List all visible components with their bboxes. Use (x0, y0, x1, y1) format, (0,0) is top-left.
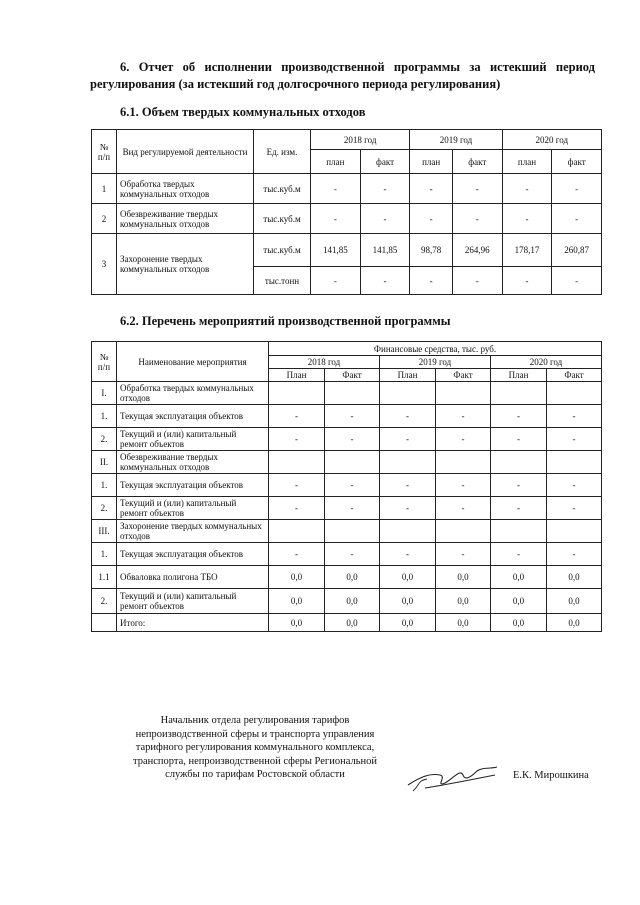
year-header: 2020 год (490, 356, 601, 369)
section-6-1-heading: 6.1. Объем твердых коммунальных отходов (120, 105, 366, 119)
finance-header: Финансовые средства, тыс. руб. (269, 342, 602, 356)
table-row: II. Обезвреживание твердых коммунальных отходов (92, 451, 602, 474)
col-name-header: Наименование мероприятия (117, 342, 269, 382)
table-row: 1.1 Обваловка полигона ТБО 0,0 0,0 0,0 0,0 0,0 0,0 (92, 566, 602, 589)
table-row: 2. Текущий и (или) капитальный ремонт объектов - - - - - - (92, 428, 602, 451)
signatory-position: Начальник отдела регулирования тарифов непроизводственной сферы и транспорта управления тарифного регулирования коммунального комплекса, транспорта, непроизводственной сферы Региональной службы по тарифам Ростовской области (132, 715, 377, 780)
sub-plan: план (410, 150, 453, 174)
table-row: тыс.тонн - - - - - - (92, 267, 602, 295)
col-activity-header: Вид регулируемой деятельности (117, 130, 254, 174)
sub-plan: План (379, 369, 435, 382)
sub-fact: Факт (436, 369, 491, 382)
solid-waste-volume-table (91, 129, 602, 295)
table-row: 2. Текущий и (или) капитальный ремонт объектов - - - - - - (92, 497, 602, 520)
year-header: 2018 год (269, 356, 380, 369)
year-header: 2020 год (502, 130, 601, 150)
sub-plan: план (502, 150, 552, 174)
sub-plan: План (490, 369, 546, 382)
section-6-2-heading: 6.2. Перечень мероприятий производственной программы (120, 314, 451, 328)
sub-fact: Факт (547, 369, 602, 382)
sub-plan: План (269, 369, 325, 382)
col-num-header: № п/п (92, 130, 117, 174)
table-row: 2 Обезвреживание твердых коммунальных отходов тыс.куб.м - - - - - - (92, 204, 602, 234)
table-row-total: Итого: 0,0 0,0 0,0 0,0 0,0 0,0 (92, 614, 602, 632)
table-row: 1. Текущая эксплуатация объектов - - - - - - (92, 405, 602, 428)
col-num-header: № п/п (92, 342, 117, 382)
section-6-heading: 6. Отчет об исполнении производственной программы за истекший период регулирования (за истекший год долгосрочного периода регулирования) (90, 60, 595, 91)
table-row: I. Обработка твердых коммунальных отходов (92, 382, 602, 405)
handwritten-signature (405, 755, 500, 795)
sub-fact: факт (552, 150, 602, 174)
table-row: 3 Захоронение твердых коммунальных отходов тыс.куб.м 141,85 141,85 98,78 264,96 178,17 260,87 (92, 234, 602, 267)
table-row: 2. Текущий и (или) капитальный ремонт объектов 0,0 0,0 0,0 0,0 0,0 0,0 (92, 589, 602, 614)
table-row: 1 Обработка твердых коммунальных отходов тыс.куб.м - - - - - - (92, 174, 602, 204)
table-row: 1. Текущая эксплуатация объектов - - - - - - (92, 543, 602, 566)
sub-fact: факт (452, 150, 502, 174)
sub-fact: Факт (325, 369, 380, 382)
col-unit-header: Ед. изм. (254, 130, 311, 174)
table-row: III. Захоронение твердых коммунальных отходов (92, 520, 602, 543)
sub-fact: факт (360, 150, 410, 174)
signatory-name: Е.К. Мирошкина (513, 770, 589, 781)
program-activities-table (91, 341, 602, 632)
table-row: 1. Текущая эксплуатация объектов - - - - - - (92, 474, 602, 497)
year-header: 2019 год (410, 130, 502, 150)
year-header: 2019 год (379, 356, 490, 369)
sub-plan: план (311, 150, 361, 174)
year-header: 2018 год (311, 130, 410, 150)
